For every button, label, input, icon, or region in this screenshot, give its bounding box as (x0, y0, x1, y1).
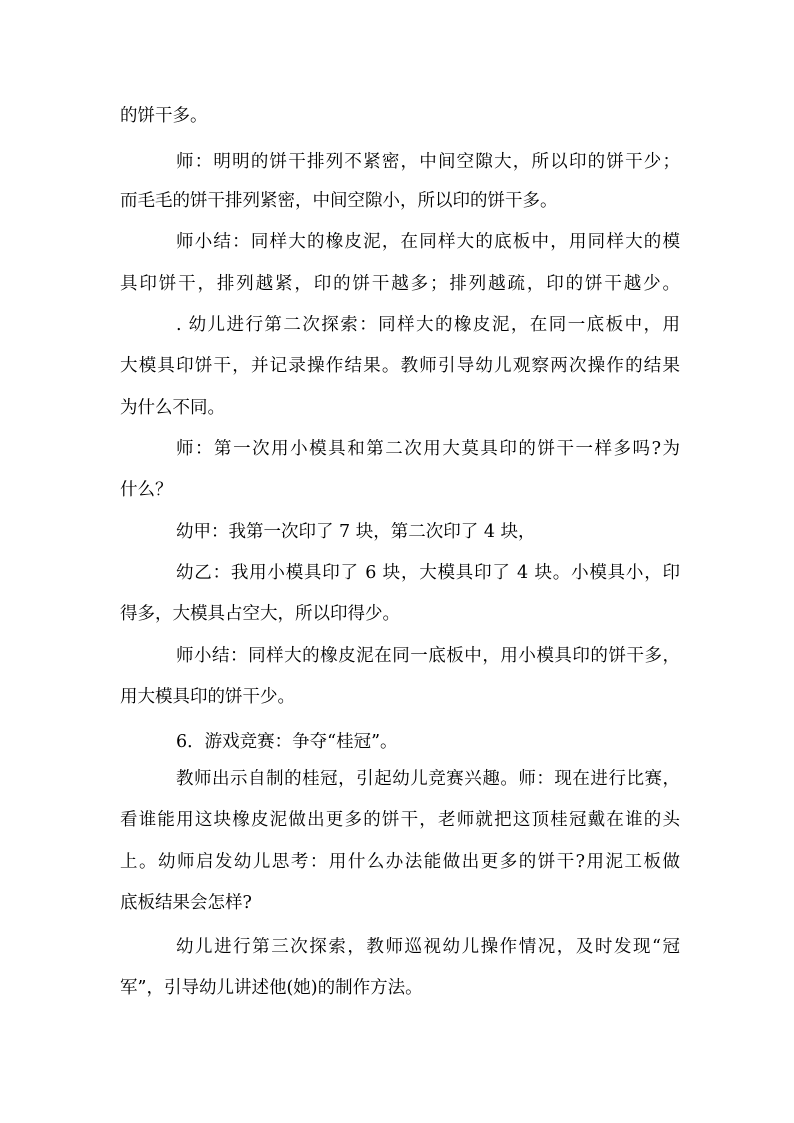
text-line: 的饼干多。 (120, 106, 208, 126)
text-line: 师小结：同样大的橡皮泥，在同样大的底板中，用同样大的模 (176, 232, 680, 252)
section-heading: 6．游戏竞赛：争夺“桂冠”。 (176, 732, 398, 752)
text-line: 师小结：同样大的橡皮泥在同一底板中，用小模具印的饼干多， (176, 646, 680, 666)
text-line: 为什么不同。 (120, 398, 225, 418)
text-line: 底板结果会怎样? (120, 893, 252, 913)
text-line: 看谁能用这块橡皮泥做出更多的饼干，老师就把这顶桂冠戴在谁的头 (120, 810, 680, 830)
text-line: 幼儿进行第三次探索，教师巡视幼儿操作情况，及时发现“冠 (176, 937, 680, 957)
text-line: 用大模具印的饼干少。 (120, 687, 295, 707)
text-line: 得多，大模具占空大，所以印得少。 (120, 604, 400, 624)
text-line: 教师出示自制的桂冠，引起幼儿竞赛兴趣。师：现在进行比赛， (176, 769, 680, 789)
text-line: 幼甲：我第一次印了 7 块，第二次印了 4 块， (176, 522, 536, 542)
text-line: 幼乙：我用小模具印了 6 块，大模具印了 4 块。小模具小，印 (176, 563, 680, 583)
text-line: 大模具印饼干，并记录操作结果。教师引导幼儿观察两次操作的结果 (120, 356, 680, 376)
text-line: 军”，引导幼儿讲述他(她)的制作方法。 (120, 978, 423, 998)
text-line: 上。幼师启发幼儿思考：用什么办法能做出更多的饼干?用泥工板做 (120, 852, 680, 872)
text-line: 师：明明的饼干排列不紧密，中间空隙大，所以印的饼干少； (176, 152, 680, 172)
text-line: 什么？ (120, 480, 173, 500)
text-line: 具印饼干，排列越紧，印的饼干越多；排列越疏，印的饼干越少。 (120, 274, 680, 294)
text-line: . 幼儿进行第二次探索：同样大的橡皮泥，在同一底板中，用 (176, 315, 680, 335)
text-line: 师：第一次用小模具和第二次用大莫具印的饼干一样多吗?为 (176, 439, 680, 459)
text-line: 而毛毛的饼干排列紧密，中间空隙小，所以印的饼干多。 (120, 191, 558, 211)
